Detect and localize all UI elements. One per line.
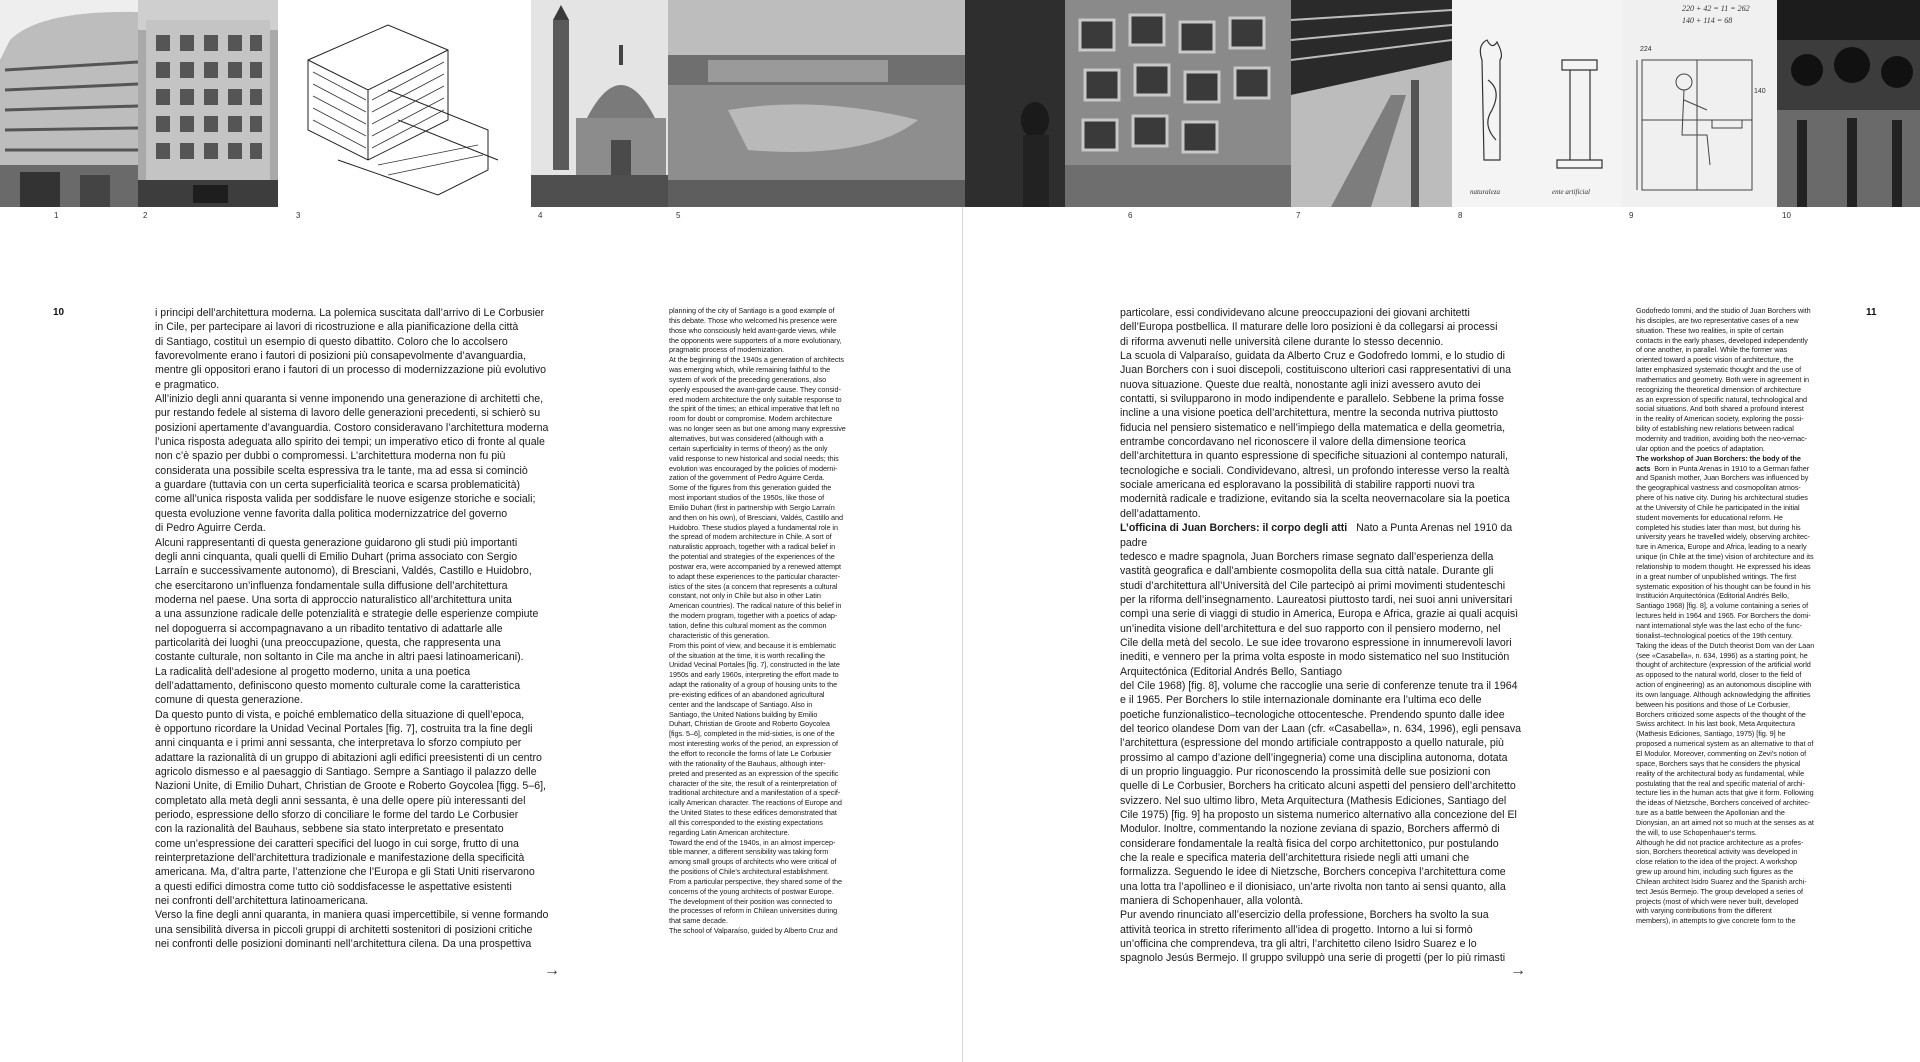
text-line: americana. Ma, d’altra parte, l’attenzione che l’Europa e gli Stati Uniti riservarono bbox=[155, 866, 535, 879]
text-line: pragmatic process of modernization. bbox=[669, 345, 785, 355]
text-line: Duhart, Christian de Groote and Roberto Goycolea bbox=[669, 719, 830, 729]
text-line: projects (most of which were never built, developed bbox=[1636, 896, 1799, 906]
text-line: La radicalità dell’adesione al progetto moderno, unita a una poetica bbox=[155, 665, 471, 678]
text-line: completed his studies later than most, but during his bbox=[1636, 522, 1801, 532]
text-line: reinterpretazione dell’architettura tradizionale e manifestazione della specificità bbox=[155, 852, 525, 865]
text-line: i principi dell’architettura moderna. La polemica suscitata dall’arrivo di Le Corbusier bbox=[155, 307, 545, 319]
text-line: From this point of view, and because it is emblematic bbox=[669, 640, 836, 650]
text-line: tedesco e madre spagnola, Juan Borchers rimase segnato dall’esperienza della bbox=[1120, 550, 1494, 563]
text-line: Chilean architect Isidro Suarez and the Spanish archi- bbox=[1636, 876, 1807, 886]
text-line: vastità geografica e dall’ambiente cosmopolita della sua città natale. Durante gli bbox=[1120, 565, 1494, 578]
section-heading: L’officina di Juan Borchers: il corpo degli atti bbox=[1120, 522, 1348, 535]
text-line: mentre gli oppositori erano i fautori di un processo di modernizzazione più evolutivo bbox=[155, 364, 547, 377]
text-line: attività teorica in stretto riferimento all’idea di progetto. Intorno a lui si formò bbox=[1120, 923, 1473, 936]
text-line: (see «Casabella», n. 634, 1996) as a starting point, he bbox=[1636, 650, 1808, 660]
text-line: his disciples, are two representative cases of a new bbox=[1636, 315, 1799, 325]
sketch-caption-artificial: ente artificial bbox=[1552, 188, 1590, 196]
english-text-column-left bbox=[669, 306, 879, 936]
text-line: Santiago 1968) [fig. 8], a volume containing a series of bbox=[1636, 601, 1809, 611]
text-line: recognizing the theoretical dimension of architecture bbox=[1636, 384, 1801, 394]
text-line: che la reale e specifica materia dell’architettura risiede negli atti umani che bbox=[1120, 852, 1470, 865]
text-line: most interesting works of the period, an expression of bbox=[669, 739, 838, 749]
text-line: contacts in the early phases, developed independently bbox=[1636, 335, 1808, 345]
text-line: periodo, espressione dello sforzo di conciliare le forme del tardo Le Corbusier bbox=[155, 809, 519, 822]
text-line: The school of Valparaíso, guided by Alberto Cruz and bbox=[669, 926, 838, 936]
text-line: costante culturale, non soltanto in Cile ma anche in altri paesi latinoamericani). bbox=[155, 651, 524, 664]
text-line: inediti, e vennero per la prima volta esposte in modo sistematico nel suo Institución bbox=[1120, 651, 1510, 664]
section-heading-en: The workshop of Juan Borchers: the body of the bbox=[1636, 453, 1801, 463]
figure-number: 4 bbox=[538, 211, 543, 220]
text-line: planning of the city of Santiago is a good example of bbox=[669, 306, 835, 315]
page-number-right: 11 bbox=[1866, 307, 1877, 318]
text-line: as an expression of specific natural, technological and bbox=[1636, 394, 1807, 404]
text-line: with varying contributions from the different bbox=[1636, 906, 1772, 916]
text-line: in the reality of American society, exploring the possi- bbox=[1636, 414, 1804, 424]
text-line: character of the site, the result of a reinterpretation of bbox=[669, 778, 837, 788]
text-line: Cile della metà del secolo. Le sue idee trovarono espressione in innumerevoli lavori bbox=[1120, 636, 1512, 649]
text-run: Nato a Punta Arenas nel 1910 da padre bbox=[1120, 522, 1513, 549]
text-line: come un’espressione dei caratteri specifici del luogo in cui sorge, frutto di una bbox=[155, 837, 519, 850]
text-line: was no longer seen as but one among many expressive bbox=[669, 424, 846, 434]
text-line: l’unica risposta adeguata allo spirito dei tempi; un imperativo etico di fronte al quale bbox=[155, 436, 545, 449]
text-line: of one another, in parallel. While the former was bbox=[1636, 345, 1788, 355]
italian-text-column-right bbox=[1120, 306, 1530, 966]
text-line: Santiago, the United Nations building by Emilio bbox=[669, 709, 818, 719]
text-line: El Modulor. Moreover, commenting on Zevi’s notion of bbox=[1636, 748, 1807, 758]
text-line: oriented toward a poetic vision of architecture, the bbox=[1636, 355, 1794, 365]
text-line: 1950s and early 1960s, interpreting the effort made to bbox=[669, 670, 839, 680]
text-line: e il 1965. Per Borchers lo stile internazionale dominante era l’ultima eco delle bbox=[1120, 694, 1482, 707]
text-line: was emerging which, while remaining faithful to the bbox=[669, 365, 831, 375]
text-line: openly espoused the avant-garde cause. They consid- bbox=[669, 384, 841, 394]
text-line: student movements for educational reform. He bbox=[1636, 512, 1783, 522]
text-line: è opportuno ricordare la Unidad Vecinal Portales [fig. 7], costruita tra la fine degli bbox=[155, 722, 533, 735]
text-line: center and the landscape of Santiago. Also in bbox=[669, 699, 813, 709]
text-line: una sensibilità diversa in piccoli gruppi di architetti sostenitori di posizioni critiche bbox=[155, 923, 533, 936]
text-line: From a particular perspective, they shared some of the bbox=[669, 876, 842, 886]
text-line: the will, to use Schopenhauer’s terms. bbox=[1636, 827, 1757, 837]
text-line: ular option and the poetics of adaptation. bbox=[1636, 443, 1765, 453]
text-line: questa evoluzione venne favorita dalla politica modernizzatrice del governo bbox=[155, 507, 508, 520]
text-line: naturalistic approach, together with a radical belief in bbox=[669, 542, 836, 552]
text-line: (Mathesis Ediciones, Santiago, 1975) [fig. 9] he bbox=[1636, 729, 1786, 739]
text-line: per la riforma dell’insegnamento. Laureatosi piuttosto tardi, nei suoi anni universitari bbox=[1120, 593, 1513, 606]
text-line: Dionysian, an art aimed not so much at the senses as at bbox=[1636, 817, 1814, 827]
text-line: del Cile 1968) [fig. 8], volume che raccoglie una serie di conferenze tenute tra il 1964 bbox=[1120, 679, 1518, 692]
text-line: Juan Borchers con i suoi discepoli, costituiscono ulteriori casi rappresentativi di una bbox=[1120, 364, 1511, 377]
text-line: tecture lies in the human acts that give it form. Following bbox=[1636, 788, 1814, 798]
photo-tall-building bbox=[138, 0, 278, 207]
text-line: alternatives, but was considered (although with a bbox=[669, 433, 824, 443]
text-line: Taking the ideas of the Dutch theorist Dom van der Laan bbox=[1636, 640, 1815, 650]
figure-number: 2 bbox=[143, 211, 148, 220]
text-line: nant international style was the last echo of the func- bbox=[1636, 621, 1803, 630]
text-line: Da questo punto di vista, e poiché emblematico della situazione di quell’epoca, bbox=[155, 708, 525, 721]
text-line: the ideas of Nietzsche, Borchers conceived of architec- bbox=[1636, 798, 1811, 808]
photo-domed-church bbox=[531, 0, 668, 207]
text-line: adapt the rationality of a group of housing units to the bbox=[669, 680, 838, 690]
text-line: bility of establishing new relations between radical bbox=[1636, 424, 1794, 434]
photo-facade-with-bust bbox=[965, 0, 1291, 207]
text-line: the potential and strategies of the experiences of the bbox=[669, 552, 835, 562]
text-line: poetiche funzionalistico–tecnologiche ottocentesche. Prendendo spunto dalle idee bbox=[1120, 708, 1505, 721]
italian-text-column-left bbox=[155, 306, 565, 951]
text-line: preted and presented as an expression of the specific bbox=[669, 768, 839, 778]
text-line: Toward the end of the 1940s, in an almost impercep- bbox=[669, 837, 836, 847]
text-line: regarding Latin American architecture. bbox=[669, 827, 790, 837]
text-line: a una assunzione radicale delle potenzialità e strategie delle esperienze compiute bbox=[155, 608, 539, 621]
text-line: the spread of modern architecture in Chile. A sort of bbox=[669, 532, 832, 542]
text-line: latter emphasized systematic thought and the use of bbox=[1636, 365, 1802, 375]
text-line: most important studios of the 1950s, like those of bbox=[669, 493, 825, 503]
text-line: modernità radicale e tradizione, evitando sia la scelta neovernacolare sia la poetica bbox=[1120, 493, 1510, 506]
sketch-dim-2: 140 bbox=[1754, 88, 1766, 95]
text-line: a guardare (tuttavia con un certa superficialità teorica e scarsa problematicità) bbox=[155, 479, 521, 492]
text-line: the processes of reform in Chilean universities during bbox=[669, 906, 838, 916]
text-line: the effort to reconcile the forms of late Le Corbusier bbox=[669, 748, 832, 758]
text-line: traditional architecture and a manifestation of a specif- bbox=[669, 788, 841, 798]
text-line: the opponents were supporters of a more evolutionary, bbox=[669, 335, 842, 345]
text-line: dell’adattamento, definiscono questo momento culturale come la caratteristica bbox=[155, 679, 521, 692]
text-line: di un proprio linguaggio. Pur riconoscendo la prossimità delle sue posizioni con bbox=[1120, 766, 1491, 778]
text-line: Huidobro. These studios played a fundamental role in bbox=[669, 522, 838, 532]
text-run: Born in Punta Arenas in 1910 to a German father bbox=[1654, 463, 1810, 473]
text-line: dell’adattamento. bbox=[1120, 507, 1201, 520]
text-line: zation of the government of Pedro Aguirre Cerda. bbox=[669, 473, 825, 483]
text-line: All’inizio degli anni quaranta si venne imponendo una generazione di architetti che, bbox=[155, 393, 544, 406]
text-line: members), in attempts to give concrete form to the bbox=[1636, 916, 1796, 926]
text-line: del teorico olandese Dom van der Laan (cfr. «Casabella», n. 634, 1996), egli pensava bbox=[1120, 722, 1522, 735]
english-text-column-right bbox=[1636, 306, 1848, 926]
text-line: favorevolmente erano i fautori di posizioni più consapevolmente d’avanguardia, bbox=[155, 350, 527, 363]
text-line: una lotta tra l’apollineo e il dionisiaco, un’arte rivolta non tanto ai sensi quanto, alla bbox=[1120, 880, 1506, 893]
text-line: to adapt these experiences to the particular character- bbox=[669, 571, 840, 581]
text-line: nel dopoguerra si accompagnavano a un ribadito tentativo di adattarle alle bbox=[155, 622, 503, 635]
text-line: fiducia nel pensiero sistematico e nell’impiego della matematica e della geometria, bbox=[1120, 421, 1506, 434]
text-line: adattare la razionalità di un gruppo di abitazioni agli edifici preesistenti di un centro bbox=[155, 751, 542, 764]
text-line: close relation to the idea of the project. A workshop bbox=[1636, 857, 1797, 867]
text-line: ture in America, Europe and Africa, leading to a nearly bbox=[1636, 542, 1807, 552]
text-line: tecnologiche e sociali. Condividevano, altresì, un profondo interesse verso la realtà bbox=[1120, 464, 1510, 477]
text-line: unique (in Chile at the time) vision of architecture and its bbox=[1636, 552, 1814, 562]
text-line: compì una serie di viaggi di studio in America, Europa e Africa, grazie ai quali acquisì bbox=[1120, 608, 1519, 621]
sketch-note-2: 140 + 114 = 68 bbox=[1682, 16, 1733, 25]
text-line: agricolo dismesso e al paesaggio di Santiago. Sempre a Santiago il palazzo delle bbox=[155, 766, 537, 778]
text-line: e pragmatico. bbox=[155, 378, 220, 391]
text-line: all this corresponded to the existing expectations bbox=[669, 817, 823, 827]
text-line: nei confronti delle posizioni dominanti nell’architettura cilena. Da una prospettiva bbox=[155, 938, 532, 951]
text-line: nei confronti dell’architettura latinoamericana. bbox=[155, 895, 369, 908]
text-line: Verso la fine degli anni quaranta, in maniera quasi impercettibile, si venne formando bbox=[155, 909, 549, 922]
text-line: Unidad Vecinal Portales [fig. 7], constructed in the late bbox=[669, 660, 840, 670]
sketch-naturaleza-artificial bbox=[1452, 0, 1622, 207]
text-line: ered modern architecture the only suitable response to bbox=[669, 394, 842, 404]
text-line: proposed a numerical system as an alternative to that of bbox=[1636, 739, 1814, 749]
text-line: university years he travelled widely, observing architec- bbox=[1636, 532, 1810, 542]
drawing-isometric-building bbox=[278, 0, 531, 207]
text-line: modernity and tradition, avoiding both the neo-vernac- bbox=[1636, 433, 1808, 443]
text-line: svizzero. Nel suo ultimo libro, Meta Arquitectura (Mathesis Ediciones, Santiago del bbox=[1120, 794, 1507, 807]
text-line: The development of their position was connected to bbox=[669, 896, 833, 906]
text-line: studi d’architettura all’Università del Cile partecipò ai primi movimenti studenteschi bbox=[1120, 579, 1506, 592]
text-line: as opposed to the natural world, closer to the field of bbox=[1636, 670, 1802, 680]
text-line: Larraín e successivamente autonomo), di Bresciani, Valdés, Castillo e Huidobro, bbox=[155, 565, 532, 578]
text-line: phere of his native city. During his architectural studies bbox=[1636, 493, 1808, 503]
text-line: un’officina che comprendeva, tra gli altri, l’architetto cileno Isidro Suarez e lo bbox=[1120, 938, 1477, 951]
text-line: un’inedita visione dell’architettura e del suo rapporto con il pensiero moderno, nel bbox=[1120, 622, 1501, 635]
text-line: Arquitectónica (Editorial Andrés Bello, Santiago bbox=[1120, 665, 1343, 678]
photo-curved-building bbox=[0, 0, 138, 207]
text-line: the United States to these edifices demonstrated that bbox=[669, 808, 837, 818]
text-line: a questi edifici dimostra come tutto ciò soddisfacesse le aspettative esistenti bbox=[155, 880, 512, 893]
figure-number: 6 bbox=[1128, 211, 1133, 220]
text-line: Borchers criticized some aspects of the thought of the bbox=[1636, 709, 1806, 719]
text-line: mathematics and geometry. Both were in agreement in bbox=[1636, 374, 1810, 384]
text-line: sociale americana ed esploravano la possibilità di stabilire rapporti nuovi tra bbox=[1120, 479, 1475, 492]
text-line: particolarità dei luoghi (una preoccupazione, questa, che rappresenta una bbox=[155, 636, 501, 649]
text-line: certain superficiality in terms of theory) as the only bbox=[669, 443, 828, 453]
text-line: the geographical vastness and cosmopolitan atmos- bbox=[1636, 483, 1801, 493]
text-line: La scuola di Valparaíso, guidata da Alberto Cruz e Godofredo Iommi, e lo studio di bbox=[1120, 350, 1505, 363]
text-line: moderna nel paese. Una sorta di approccio naturalistico all’architettura unita bbox=[155, 593, 512, 606]
text-line: considerata una possibile scelta espressiva tra le tante, ma ad essa si cominciò bbox=[155, 464, 528, 477]
text-line: space, Borchers says that he considers the physical bbox=[1636, 758, 1801, 768]
text-line: social situations. And both shared a profound interest bbox=[1636, 404, 1804, 414]
text-line: considerare fondamentale la realtà fisica del corpo architettonico, pur postulando bbox=[1120, 837, 1499, 850]
photo-un-building-landscape bbox=[668, 0, 965, 207]
text-line: Although he did not practice architecture as a profes- bbox=[1636, 837, 1804, 847]
text-line: maniera di Schopenhauer, alla volontà. bbox=[1120, 895, 1304, 908]
text-line: American countries). The radical nature of this belief in bbox=[669, 601, 842, 611]
text-line: posizioni apertamente d’avanguardia. Costoro consideravano l’architettura moderna bbox=[155, 421, 549, 434]
text-line: this debate. Those who welcomed his presence were bbox=[669, 315, 837, 325]
text-line: valid response to new historical and social needs; this bbox=[669, 453, 839, 463]
text-line: Swiss architect. In his last book, Meta Arquitectura bbox=[1636, 719, 1795, 729]
text-line: sion, Borchers theoretical activity was developed in bbox=[1636, 847, 1798, 857]
text-line: system of work of the preceding generations, also bbox=[669, 374, 827, 384]
text-line: con la razionalità del Bauhaus, sebbene sia stato interpretato e presentato bbox=[155, 823, 504, 836]
text-line: with the rationality of the Bauhaus, although inter- bbox=[669, 758, 826, 768]
text-line: the modern program, together with a poetics of adap- bbox=[669, 611, 838, 621]
text-line: tation, define this cultural moment as the common bbox=[669, 621, 827, 630]
text-line: tionalist–technological poetics of the 19th century. bbox=[1636, 630, 1793, 640]
text-line: entrambe concordavano nel riconoscere il valore della dimensione teorica bbox=[1120, 436, 1466, 449]
text-line: the spirit of the times; an ethical imperative that left no bbox=[669, 404, 840, 414]
photo-brutalist-corridor bbox=[1291, 0, 1452, 207]
figure-number: 8 bbox=[1458, 211, 1463, 220]
text-line: evolution was encouraged by the policies of moderni- bbox=[669, 463, 838, 473]
text-line: quelle di Le Corbusier, Borchers ha criticato alcuni aspetti del pensiero dell’architetto bbox=[1120, 780, 1516, 793]
page-number-left: 10 bbox=[53, 307, 65, 318]
continue-arrow-right: → bbox=[1510, 962, 1526, 979]
text-line: ture as a battle between the Apollonian and the bbox=[1636, 808, 1785, 818]
photo-dark-interior bbox=[1777, 0, 1920, 207]
text-line: anni cinquanta e i primi anni sessanta, che interpretava lo sforzo compiuto per bbox=[155, 737, 522, 750]
text-line: Godofredo Iommi, and the studio of Juan Borchers with bbox=[1636, 306, 1811, 315]
text-line: Institución Arquitectónica (Editorial Andrés Bello, bbox=[1636, 591, 1790, 601]
text-line: istics of the sites (a concern that represents a cultural bbox=[669, 581, 838, 591]
text-line: Cile 1975) [fig. 9] ha proposto un sistema numerico alternativo alla concezione del El bbox=[1120, 809, 1517, 822]
figure-number: 3 bbox=[296, 211, 301, 220]
figure-number: 9 bbox=[1629, 211, 1634, 220]
figure-number: 5 bbox=[676, 211, 681, 220]
text-line: and Spanish mother, Juan Borchers was influenced by bbox=[1636, 473, 1809, 483]
text-line: Nazioni Unite, di Emilio Duhart, Christian de Groote e Roberto Goycolea [figg. 5–6], bbox=[155, 780, 546, 793]
figure-number: 10 bbox=[1782, 211, 1791, 220]
text-line: postulating that the real and specific material of archi- bbox=[1636, 778, 1805, 788]
text-line: nuova situazione. Queste due realtà, nonostante agli inizi avessero avuto dei bbox=[1120, 378, 1481, 391]
text-line: grew up around him, including such figures as the bbox=[1636, 867, 1794, 877]
text-line: pre-existing edifices of an abandoned agricultural bbox=[669, 689, 825, 699]
text-line: Emilio Duhart (first in partnership with Sergio Larraín bbox=[669, 502, 835, 512]
text-line: formalizza. Seguendo le idee di Nietzsche, Borchers concepiva l’architettura come bbox=[1120, 866, 1506, 879]
text-line: completato alla metà degli anni sessanta, è una delle opere più interessanti del bbox=[155, 794, 526, 807]
text-line: in a great number of unpublished writings. The first bbox=[1636, 571, 1797, 581]
text-line: situation. These two realities, in spite of certain bbox=[1636, 325, 1784, 335]
text-line: its own language. Although acknowledging the affinities bbox=[1636, 689, 1811, 699]
text-line: room for doubt or compromise. Modern architecture bbox=[669, 414, 833, 424]
text-line: l’architettura (espressione del mondo artificiale contrapposto a quello naturale, più bbox=[1120, 737, 1504, 750]
figure-number: 1 bbox=[54, 211, 59, 220]
text-line: in Cile, per partecipare ai lavori di ricostruzione e alla pianificazione della città bbox=[155, 321, 519, 334]
text-line: those who consciously held avant-garde views, while bbox=[669, 325, 837, 335]
text-line: dell’architettura in quanto espressione di specifiche situazioni al contempo naturali, bbox=[1120, 450, 1509, 463]
text-line: Pur avendo rinunciato all’esercizio della professione, Borchers ha svolto la sua bbox=[1120, 909, 1489, 922]
text-line: action of engineering) as an autonomous discipline with bbox=[1636, 680, 1812, 690]
text-line: Some of the figures from this generation guided the bbox=[669, 483, 832, 493]
text-line: At the beginning of the 1940s a generation of architects bbox=[669, 355, 844, 365]
sketch-seated-figure-proportions bbox=[1622, 0, 1777, 207]
text-line: di Pedro Aguirre Cerda. bbox=[155, 522, 266, 535]
text-line: comune di questa generazione. bbox=[155, 694, 303, 707]
text-line: dell’Europa postbellica. Il maturare delle loro posizioni è da collegarsi ai processi bbox=[1120, 321, 1498, 334]
text-line: di Santiago, costituì un esempio di questo dibattito. Coloro che lo accolsero bbox=[155, 335, 508, 348]
text-line: concerns of the young architects of postwar Europe. bbox=[669, 886, 834, 896]
text-line: tect Jesús Bermejo. The group developed a series of bbox=[1636, 886, 1803, 896]
text-line: Modulor. Inoltre, commentando la nozione zeviana di spazio, Borchers affermò di bbox=[1120, 823, 1500, 836]
text-line: tible manner, a different sensibility was taking form bbox=[669, 847, 829, 857]
text-line: of the situation at the time, it is worth recalling the bbox=[669, 650, 826, 660]
sketch-dim-1: 224 bbox=[1640, 46, 1652, 53]
text-line: prossimo al campo d’azione dell’ingegneria) come una disciplina autonoma, dotata bbox=[1120, 751, 1508, 764]
text-line: incline a una visione poetica dell’architettura, mentre la seconda nutriva piuttosto bbox=[1120, 407, 1499, 420]
text-line: degli anni cinquanta, quali quelli di Emilio Duhart (prima associato con Sergio bbox=[155, 550, 518, 563]
text-line: spagnolo Jesús Bermejo. Il gruppo sviluppò una serie di progetti (per lo più rimasti bbox=[1120, 952, 1506, 965]
section-heading-en-cont: acts bbox=[1636, 463, 1651, 473]
sketch-caption-naturaleza: naturaleza bbox=[1470, 188, 1500, 196]
text-line: pur restando fedele al sistema di lavoro delle generazioni precedenti, si schierò su bbox=[155, 407, 541, 420]
text-line: contatti, si svilupparono in modo indipendente e parallelo. Sebbene la prima fosse bbox=[1120, 393, 1504, 406]
text-line: lectures held in 1964 and 1965. For Borchers the domi- bbox=[1636, 611, 1811, 621]
text-line: [figs. 5–6], completed in the mid-sixties, is one of the bbox=[669, 729, 835, 739]
text-line: systematic exposition of his thought can be found in his bbox=[1636, 581, 1811, 591]
text-line: the positions of Chile’s architectural establishment. bbox=[669, 867, 830, 877]
text-line: thought of architecture (expression of the artificial world bbox=[1636, 660, 1811, 670]
text-line: Alcuni rappresentanti di questa generazione guidarono gli studi più importanti bbox=[155, 536, 518, 549]
sketch-note-1: 220 + 42 = 11 = 262 bbox=[1682, 4, 1750, 13]
text-line: non c’è spazio per dubbi o compromessi. L’architettura moderna non fu più bbox=[155, 450, 506, 463]
text-line: che esercitarono un’influenza fondamentale sulla diffusione dell’architettura bbox=[155, 579, 508, 592]
text-line: characteristic of this generation. bbox=[669, 630, 770, 640]
text-line: constant, not only in Chile but also in other Latin bbox=[669, 591, 821, 601]
text-line: and then on his own), of Bresciani, Valdés, Castillo and bbox=[669, 512, 843, 522]
figure-number: 7 bbox=[1296, 211, 1301, 220]
text-line: among small groups of architects who were critical of bbox=[669, 857, 837, 867]
text-line: at the University of Chile he participated in the initial bbox=[1636, 502, 1800, 512]
text-line: reality of the architectural body as fundamental, while bbox=[1636, 768, 1805, 778]
text-line: between his positions and those of Le Corbusier, bbox=[1636, 699, 1790, 709]
text-line: come all’unica risposta valida per soddisfare le nuove esigenze storiche e sociali; bbox=[155, 493, 536, 506]
text-line: ically American character. The reactions of Europe and bbox=[669, 798, 842, 808]
text-line: particolare, essi condividevano alcune preoccupazioni dei giovani architetti bbox=[1120, 307, 1470, 319]
text-line: relationship to modern thought. He expressed his ideas bbox=[1636, 561, 1811, 571]
text-line bbox=[1120, 521, 1530, 550]
text-line: that same decade. bbox=[669, 916, 728, 926]
text-line: di riforma avvenuti nelle università cilene durante lo stesso decennio. bbox=[1120, 335, 1444, 348]
continue-arrow-left: → bbox=[544, 962, 560, 979]
text-line: postwar era, were accompanied by a renewed attempt bbox=[669, 561, 841, 571]
text-line bbox=[1636, 464, 1848, 474]
